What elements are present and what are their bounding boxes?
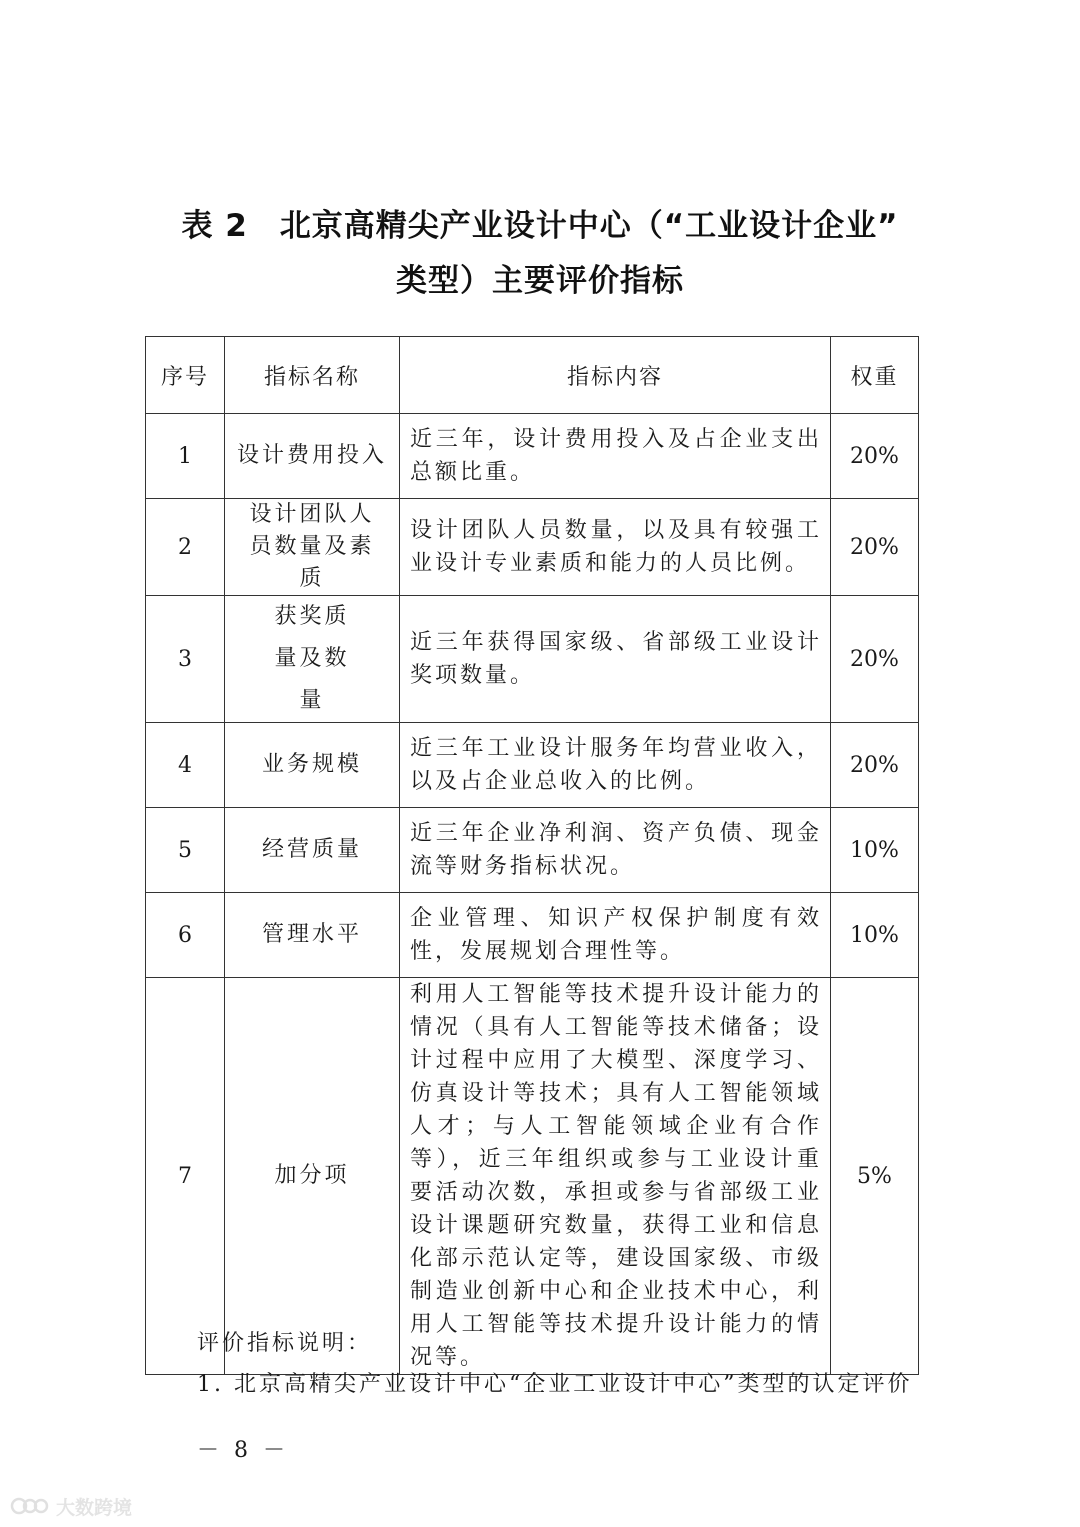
- table-title-line-2: 类型）主要评价指标: [396, 263, 684, 299]
- row-indicator-content: 企业管理、知识产权保护制度有效性，发展规划合理性等。: [400, 893, 831, 978]
- page-number: － 8 －: [197, 1438, 289, 1463]
- row-indicator-name: 业务规模: [225, 723, 400, 808]
- row-index: 2: [146, 499, 225, 596]
- row-weight: 10%: [831, 893, 919, 978]
- row-indicator-content: 近三年获得国家级、省部级工业设计奖项数量。: [400, 596, 831, 723]
- evaluation-table: [145, 336, 919, 1375]
- header-indicator-content: 指标内容: [400, 337, 831, 414]
- row-index: 5: [146, 808, 225, 893]
- brand-logo-icon: [10, 1495, 50, 1517]
- table-header-row: [146, 337, 919, 414]
- row-weight: 20%: [831, 723, 919, 808]
- row-weight: 20%: [831, 499, 919, 596]
- row-index: 4: [146, 723, 225, 808]
- header-index: 序号: [146, 337, 225, 414]
- row-weight: 20%: [831, 596, 919, 723]
- row-indicator-content: 设计团队人员数量，以及具有较强工业设计专业素质和能力的人员比例。: [400, 499, 831, 596]
- row-indicator-name: 设计费用投入: [225, 414, 400, 499]
- table-title-line-1: 表 2 北京高精尖产业设计中心（“工业设计企业”: [181, 208, 899, 244]
- row-weight: 10%: [831, 808, 919, 893]
- table-row: [146, 414, 919, 499]
- row-indicator-name: 管理水平: [225, 893, 400, 978]
- row-weight: 5%: [831, 978, 919, 1375]
- row-index: 6: [146, 893, 225, 978]
- table-row: [146, 596, 919, 723]
- row-indicator-name: 经营质量: [225, 808, 400, 893]
- table-row: [146, 893, 919, 978]
- row-indicator-content: 近三年企业净利润、资产负债、现金流等财务指标状况。: [400, 808, 831, 893]
- table-row: [146, 978, 919, 1375]
- row-weight: 20%: [831, 414, 919, 499]
- header-weight: 权重: [831, 337, 919, 414]
- row-indicator-name: 设计团队人员数量及素质: [225, 499, 400, 596]
- row-indicator-content: 近三年工业设计服务年均营业收入，以及占企业总收入的比例。: [400, 723, 831, 808]
- row-index: 7: [146, 978, 225, 1375]
- table-row: [146, 808, 919, 893]
- row-index: 1: [146, 414, 225, 499]
- row-indicator-name: 获奖质量及数量: [225, 596, 400, 723]
- notes-heading: 评价指标说明：: [197, 1331, 373, 1356]
- header-indicator-name: 指标名称: [225, 337, 400, 414]
- notes-line-1: 1. 北京高精尖产业设计中心“企业工业设计中心”类型的认定评价: [197, 1372, 913, 1397]
- row-indicator-content: 利用人工智能等技术提升设计能力的情况（具有人工智能等技术储备；设计过程中应用了大模型、深度学习、仿真设计等技术；具有人工智能领域人才；与人工智能领域企业有合作等），近三年组织或参与工业设计重要活动次数，承担或参与省部级工业设计课题研究数量，获得工业和信息化部示范认定等，建设国家级、市级制造业创新中心和企业技术中心，利用人工智能等技术提升设计能力的情况等。: [400, 978, 831, 1375]
- row-indicator-content: 近三年，设计费用投入及占企业支出总额比重。: [400, 414, 831, 499]
- watermark: [10, 1494, 132, 1518]
- table-row: [146, 499, 919, 596]
- watermark-text: 大数跨境: [56, 1496, 133, 1519]
- row-index: 3: [146, 596, 225, 723]
- table-row: [146, 723, 919, 808]
- row-indicator-name: 加分项: [225, 978, 400, 1375]
